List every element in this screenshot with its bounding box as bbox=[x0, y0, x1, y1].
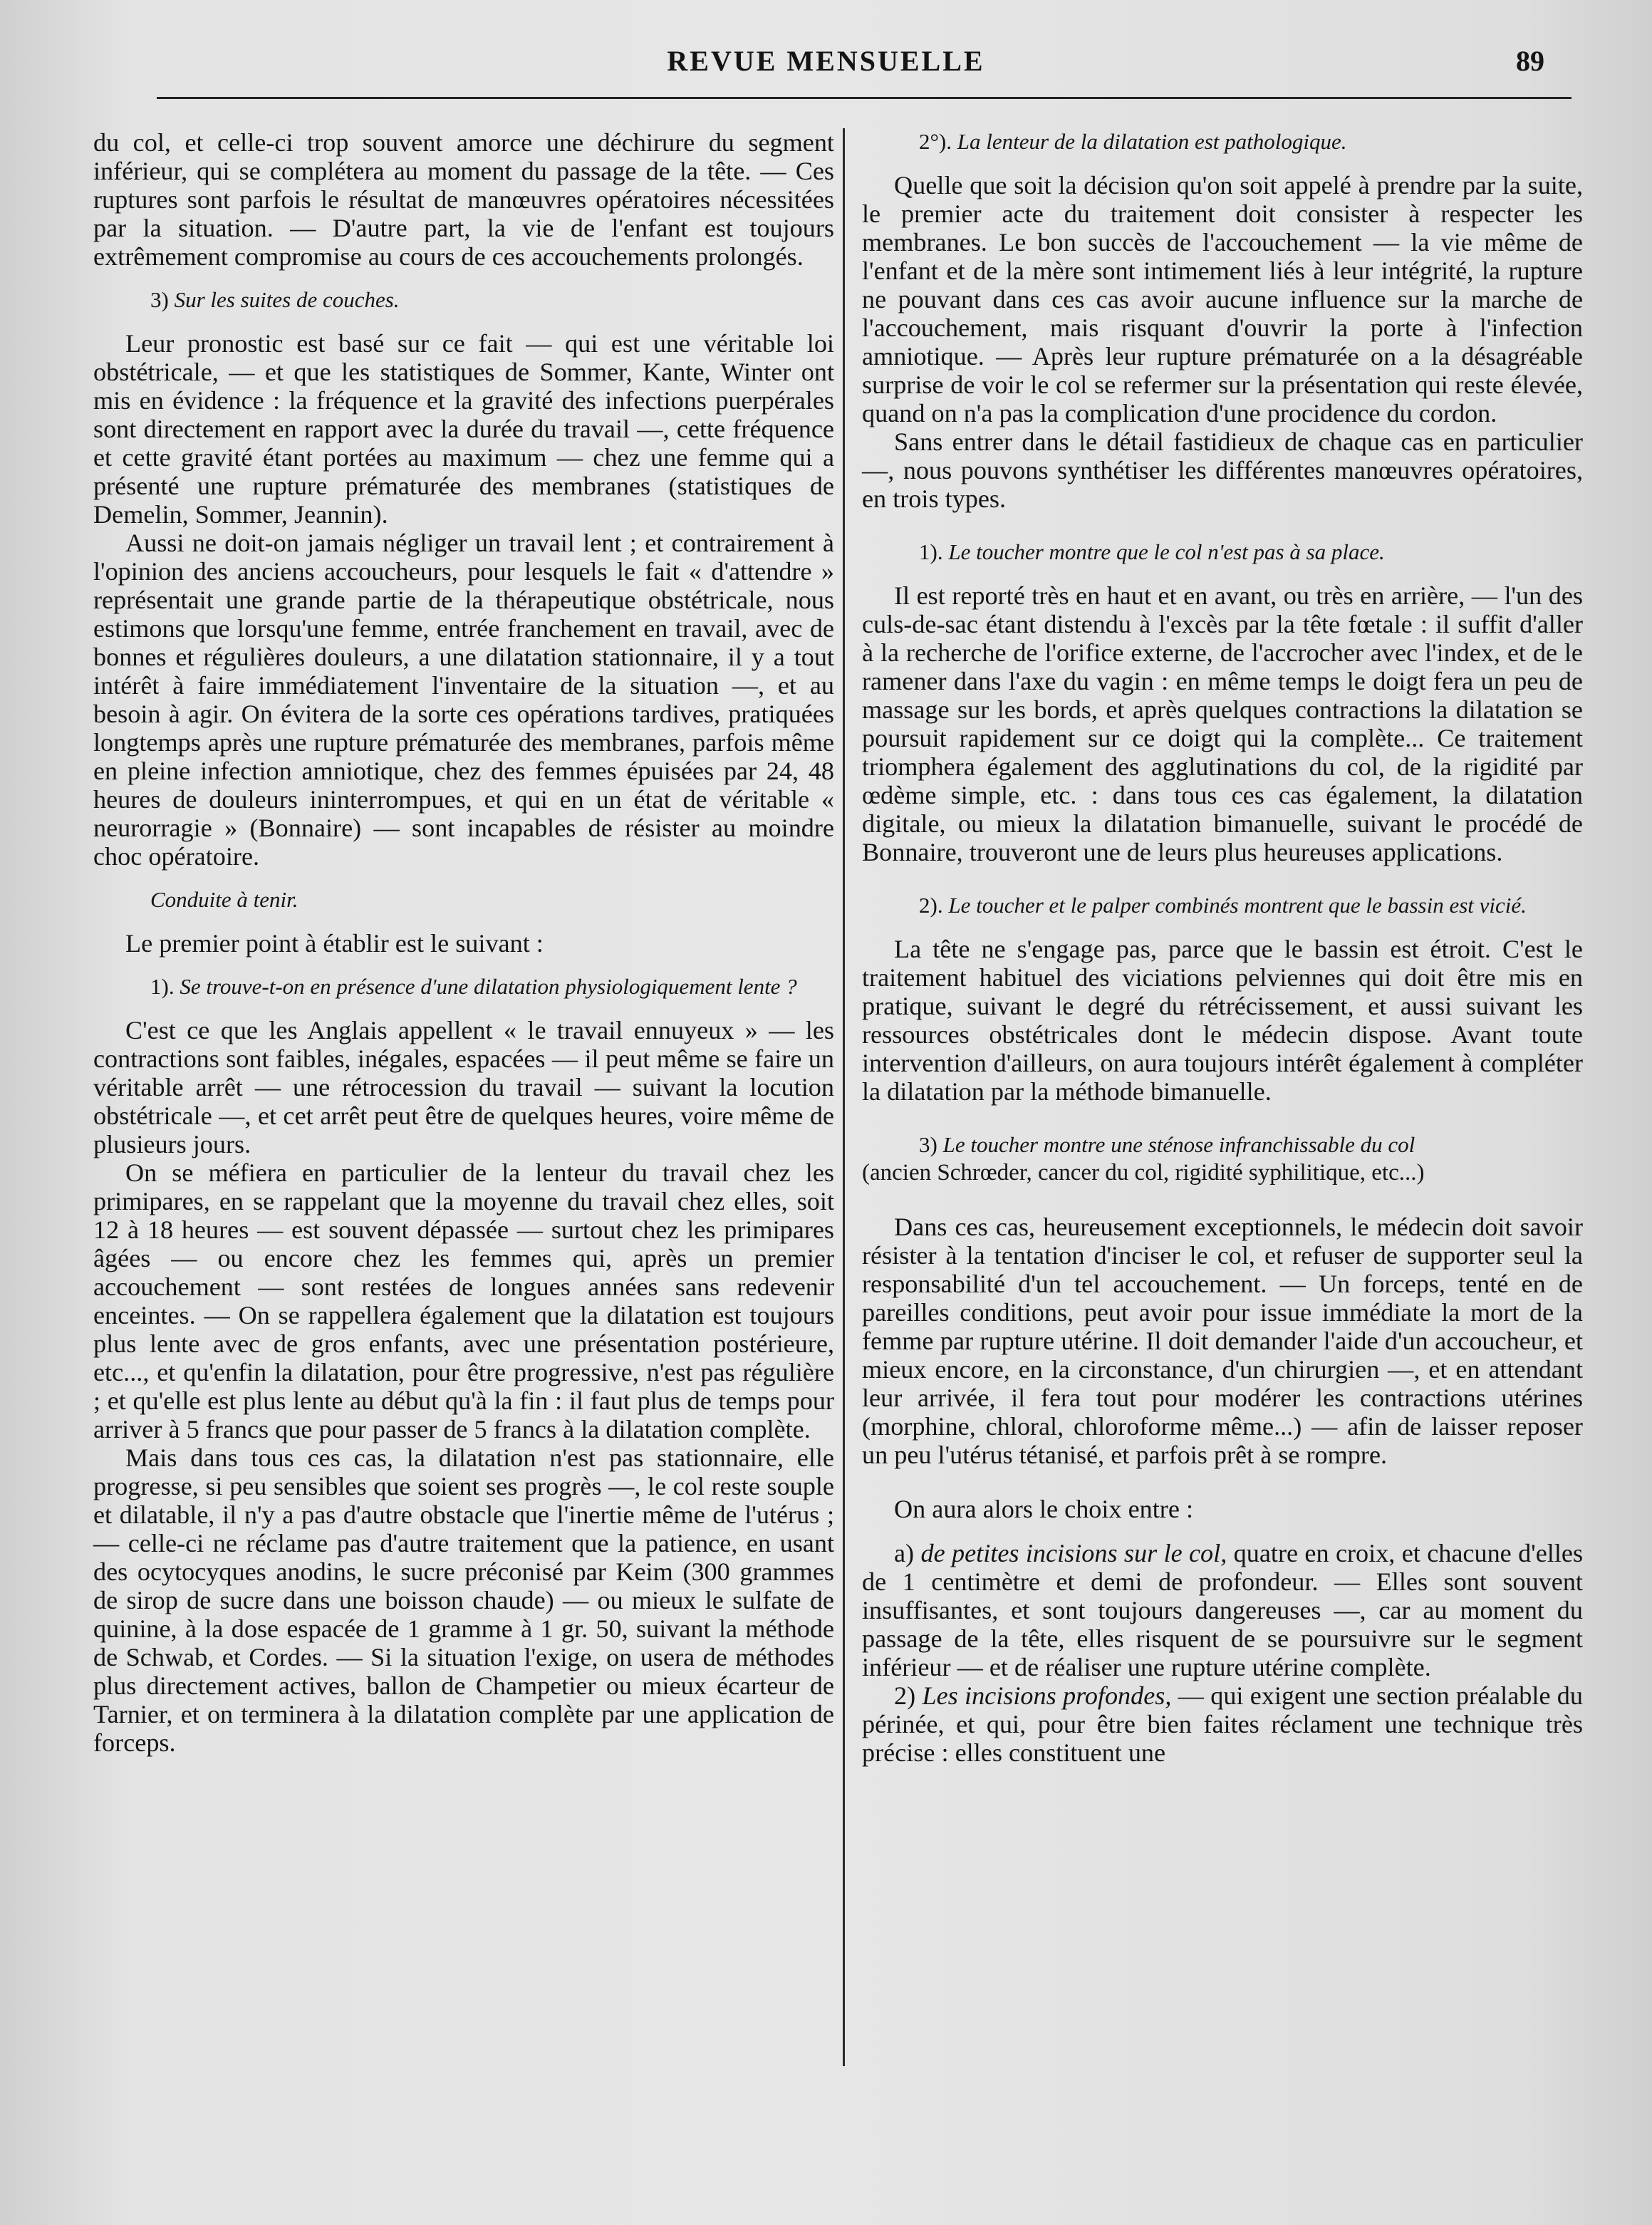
subheading-text: Le toucher et le palper combinés montrent que le bassin est vicié. bbox=[948, 893, 1527, 918]
paragraph-choix: On aura alors le choix entre : bbox=[894, 1495, 1194, 1523]
subheading-stenose-causes: (ancien Schrœder, cancer du col, rigidité syphilitique, etc...) bbox=[862, 1160, 1425, 1186]
paragraph-option-b bbox=[862, 1681, 1583, 1767]
subheading-number: 3) bbox=[919, 1132, 937, 1157]
subheading-stenose bbox=[862, 1131, 1583, 1158]
option-label: a) bbox=[894, 1539, 915, 1567]
subheading-lenteur-pathologique bbox=[862, 128, 1583, 155]
subheading-text: La lenteur de la dilatation est pathologique. bbox=[957, 129, 1347, 154]
subheading-number: 1). bbox=[919, 539, 943, 564]
paragraph-option-a bbox=[862, 1539, 1583, 1681]
paragraph-mefiera: On se méfiera en particulier de la lenteur du travail chez les primipares, en se rappelant que la moyenne du travail chez elles, soit 12 à 18 heures — est souvent dépassée — surtout chez les primipares âgées — ou encore chez les femmes qui, après un premier accouchement — sont restées de longues années sans redevenir enceintes. — On se rappellera également que la dilatation est toujours plus lente avec de gros enfants, avec une présentation postérieure, etc..., et qu'enfin la dilatation, pour être progressive, n'est pas régulière ; et qu'elle est plus lente au début qu'à la fin : il faut plus de temps pour arriver à 5 francs que pour passer de 5 francs à la dilatation complète. bbox=[93, 1158, 834, 1443]
paragraph-anglais: C'est ce que les Anglais appellent « le travail ennuyeux » — les contractions sont faibles, inégales, espacées — il peut même se faire un véritable arrêt — une rétrocession du travail — suivant la locution obstétricale —, et cet arrêt peut être de quelques heures, voire même de plusieurs jours. bbox=[93, 1016, 834, 1158]
subheading-toucher-col bbox=[862, 539, 1583, 566]
column-divider bbox=[843, 128, 845, 2066]
option-text: quatre en croix, et chacune d'elles de 1 centimètre et demi de profondeur. — Elles sont souvent insuffisantes, et sont toujours dangereuses —, car au moment du passage de la tête, elles risquent de se poursuivre sur le segment inférieur — et de réaliser une rupture utérine complète. bbox=[862, 1539, 1584, 1681]
paragraph-dans-ces-cas: Dans ces cas, heureusement exceptionnels, le médecin doit savoir résister à la tentation d'inciser le col, et refuser de supporter seul la responsabilité d'un tel accouchement. — Un forceps, tenté en de pareilles conditions, peut avoir pour issue immédiate la mort de la femme par rupture utérine. Il doit demander l'aide d'un accoucheur, et mieux encore, en la circonstance, d'un chirurgien —, et en attendant leur arrivée, il fera tout pour modérer les contractions utérines (morphine, chloral, chloroforme même...) — afin de laisser reposer un peu l'utérus tétanisé, et parfois prêt à se rompre. bbox=[862, 1213, 1583, 1469]
subheading-suites-de-couches bbox=[93, 286, 834, 313]
subheading-dilatation-physiologique bbox=[93, 973, 834, 1000]
paragraph-tete: La tête ne s'engage pas, parce que le bassin est étroit. C'est le traitement habituel des viciations pelviennes qui doit être mis en pratique, suivant le degré du rétrécissement, et aussi suivant les ressources obstétricales dont le médecin dispose. Avant toute intervention d'ailleurs, on aura toujours intérêt également à compléter la dilatation par la méthode bimanuelle. bbox=[862, 935, 1583, 1106]
subheading-conduite: Conduite à tenir. bbox=[150, 887, 298, 912]
subheading-bassin-vicie bbox=[862, 892, 1583, 919]
right-column bbox=[862, 128, 1583, 1767]
subheading-text: Le toucher montre une sténose infranchissable du col bbox=[942, 1132, 1415, 1157]
left-column bbox=[93, 128, 834, 1757]
running-head: REVUE MENSUELLE bbox=[667, 45, 985, 77]
paragraph-premier-point: Le premier point à établir est le suivant : bbox=[125, 929, 544, 958]
paragraph-quelle-que-soit: Quelle que soit la décision qu'on soit appelé à prendre par la suite, le premier acte du traitement doit consister à respecter les membranes. Le bon succès de l'accouchement — la vie même de l'enfant et de la mère sont intimement liés à leur intégrité, la rupture ne pouvant dans ces cas avoir aucune influence sur la marche de l'accouchement, mais risquant d'ouvrir la porte à l'infection amniotique. — Après leur rupture prématurée on a la désagréable surprise de voir le col se refermer sur la présentation qui reste élevée, quand on n'a pas la complication d'une procidence du cordon. bbox=[862, 171, 1583, 427]
subheading-text: Le toucher montre que le col n'est pas à sa place. bbox=[948, 539, 1385, 564]
subheading-text: Sur les suites de couches. bbox=[174, 287, 400, 312]
paragraph-sans-entrer: Sans entrer dans le détail fastidieux de chaque cas en particulier —, nous pouvons synthétiser les différentes manœuvres opératoires, en trois types. bbox=[862, 427, 1583, 513]
paragraph-aussi: Aussi ne doit-on jamais négliger un travail lent ; et contrairement à l'opinion des anciens accoucheurs, pour lesquels le fait « d'attendre » représentait une grande partie de la thérapeutique obstétricale, nous estimons que lorsqu'une femme, entrée franchement en travail, avec de bonnes et régulières douleurs, a une dilatation stationnaire, il y a tout intérêt à faire immédiatement l'inventaire de la situation —, et au besoin à agir. On évitera de la sorte ces opérations tardives, pratiquées longtemps après une rupture prématurée des membranes, parfois même en pleine infection amniotique, chez des femmes épuisées par 24, 48 heures de douleurs ininterrompues, et qui en un état de véritable « neurorragie » (Bonnaire) — sont incapables de résister au moindre choc opératoire. bbox=[93, 529, 834, 871]
paragraph-reporte: Il est reporté très en haut et en avant, ou très en arrière, — l'un des culs-de-sac étant distendu à l'excès par la tête fœtale : il suffit d'aller à la recherche de l'orifice externe, de l'accrocher avec l'index, et de le ramener dans l'axe du vagin : en même temps le doigt fera un peu de massage sur les bords, et après quelques contractions la dilatation se poursuit rapidement sur ce doigt qui la complète... Ce traitement triomphera également des agglutinations du col, de la rigidité par œdème simple, etc. : dans tous ces cas également, la dilatation digitale, ou mieux la dilatation bimanuelle, suivant le procédé de Bonnaire, trouveront une de leurs plus heureuses applications. bbox=[862, 581, 1583, 866]
paragraph-continued: du col, et celle-ci trop souvent amorce une déchirure du segment inférieur, qui se complétera au moment du passage de la tête. — Ces ruptures sont parfois le résultat de manœuvres opératoires nécessitées par la situation. — D'autre part, la vie de l'enfant est toujours extrêmement compromise au cours de ces accouchements prolongés. bbox=[93, 128, 834, 271]
subheading-number: 2). bbox=[919, 893, 943, 918]
subheading-number: 3) bbox=[150, 287, 169, 312]
option-label: 2) bbox=[894, 1681, 916, 1710]
subheading-text: Se trouve-t-on en présence d'une dilatation physiologiquement lente ? bbox=[180, 974, 797, 999]
option-text: — qui exigent une section préalable du périnée, et qui, pour être bien faites réclament une technique très précise : elles constituent une bbox=[862, 1681, 1583, 1767]
option-title: Les incisions profondes, bbox=[922, 1681, 1172, 1710]
paragraph-pronostic: Leur pronostic est basé sur ce fait — qui est une véritable loi obstétricale, — et que les statistiques de Sommer, Kante, Winter ont mis en évidence : la fréquence et la gravité des infections puerpérales sont directement en rapport avec la durée du travail —, cette fréquence et cette gravité étant portées au maximum — chez une femme qui a présenté une rupture prématurée des membranes (statistiques de Demelin, Sommer, Jeannin). bbox=[93, 329, 834, 529]
page-number: 89 bbox=[1516, 45, 1544, 77]
option-title: de petites incisions sur le col, bbox=[920, 1539, 1227, 1567]
paragraph-mais: Mais dans tous ces cas, la dilatation n'est pas stationnaire, elle progresse, si peu sensibles que soient ses progrès —, le col reste souple et dilatable, il n'y a pas d'autre obstacle que l'inertie même de l'utérus ; — celle-ci ne réclame pas d'autre traitement que la patience, en usant des ocytocyques anodins, le sucre préconisé par Keim (300 grammes de sirop de sucre dans une boisson chaude) — ou mieux le sulfate de quinine, à la dose espacée de 1 gramme à 1 gr. 50, suivant la méthode de Schwab, et Cordes. — Si la situation l'exige, on usera de méthodes plus directement actives, ballon de Champetier ou mieux écarteur de Tarnier, et on terminera à la dilatation complète par une application de forceps. bbox=[93, 1443, 834, 1757]
subheading-number: 1). bbox=[150, 974, 175, 999]
header-rule bbox=[157, 97, 1572, 99]
subheading-number: 2°). bbox=[919, 129, 952, 154]
